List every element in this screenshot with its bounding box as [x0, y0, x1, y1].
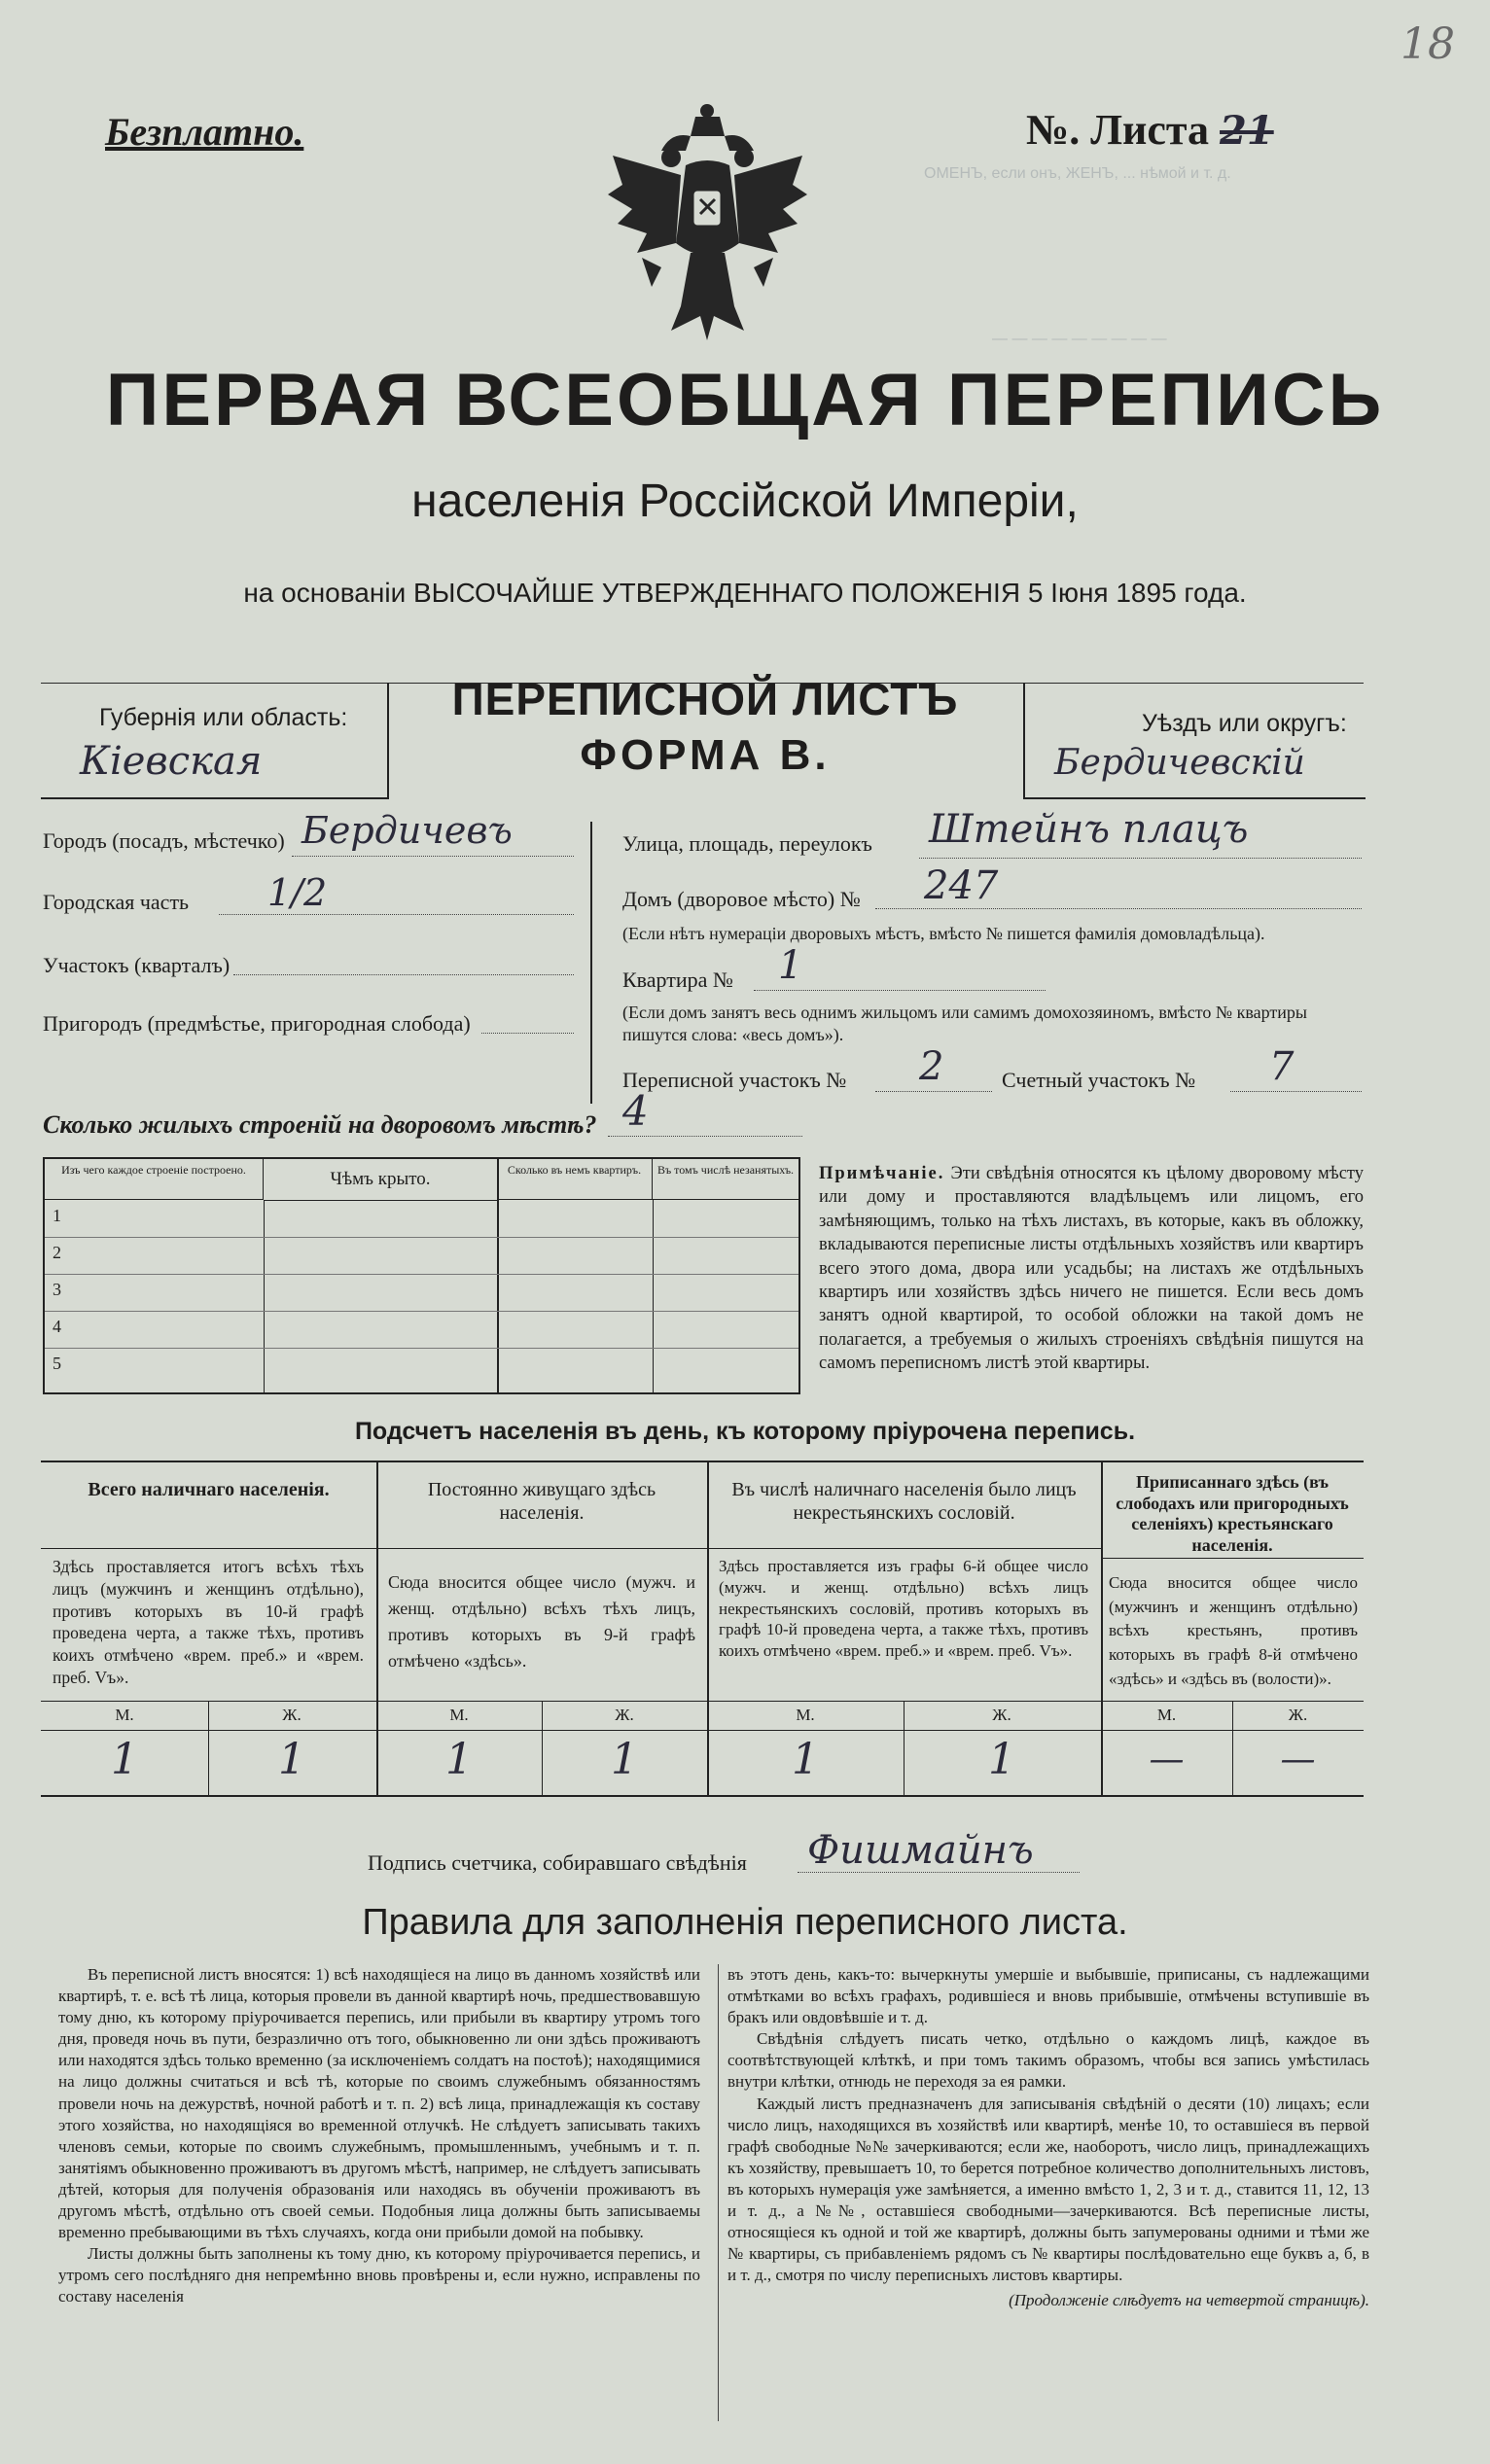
population-col-description: Здѣсь проставляется итогъ всѣхъ тѣхъ лицъ (мужчинъ и женщинъ отдѣльно), противъ которыхъ въ 10-й графѣ проведена черта, а также тѣхъ, противъ коихъ отмѣчено «врем. преб.» и «врем. преб. Vъ».: [53, 1557, 364, 1687]
uezd-value: Бердичевскій: [1054, 743, 1305, 783]
female-count: —: [1280, 1740, 1316, 1779]
house-label: Домъ (дворовое мѣсто) №: [622, 887, 861, 911]
male-label: М.: [796, 1706, 815, 1724]
female-label: Ж.: [992, 1706, 1011, 1724]
rules-left-column: [58, 1964, 700, 2308]
buildings-col-apartments: Сколько въ немъ квартиръ.: [497, 1159, 653, 1200]
population-col-permanent: [376, 1462, 709, 1795]
female-count: 1: [988, 1735, 1015, 1784]
buildings-row-number: 5: [53, 1354, 61, 1373]
population-table: [41, 1461, 1364, 1797]
dotted-line: [481, 1033, 574, 1034]
population-col-non-peasant: [707, 1462, 1103, 1795]
male-label: М.: [115, 1706, 134, 1724]
buildings-col-material: Изъ чего каждое строеніе построено.: [45, 1159, 264, 1200]
suburb-label: Пригородъ (предмѣстье, пригородная слобода): [43, 1011, 471, 1036]
rules-title: Правила для заполненія переписного листа.: [362, 1902, 1128, 1943]
female-count: 1: [611, 1735, 638, 1784]
female-count: 1: [278, 1735, 305, 1784]
double-headed-eagle-emblem: [603, 97, 812, 345]
subtitle: населенія Россійской Имперіи,: [411, 475, 1079, 527]
buildings-answer: 4: [622, 1087, 649, 1135]
form-title: ФОРМА В.: [580, 731, 831, 779]
main-title: ПЕРВАЯ ВСЕОБЩАЯ ПЕРЕПИСЬ: [105, 359, 1385, 441]
dotted-line: [292, 856, 574, 857]
buildings-row-number: 2: [53, 1243, 61, 1262]
population-col-heading: Постоянно живущаго здѣсь населенія.: [427, 1479, 656, 1524]
population-col-total: [41, 1462, 378, 1795]
gubernia-box: [41, 683, 389, 799]
city-part-value: 1/2: [267, 871, 328, 914]
male-label: М.: [1156, 1706, 1177, 1724]
city-value: Бердичевъ: [302, 809, 513, 852]
margin-pencil-note: 18: [1401, 19, 1455, 69]
dotted-line: [875, 908, 1362, 909]
population-title: Подсчетъ населенія въ день, къ которому пріурочена перепись.: [354, 1418, 1136, 1445]
dotted-line: [219, 914, 574, 915]
population-col-description: Сюда вносится общее число (мужчинъ и женщинъ отдѣльно) всѣхъ крестьянъ, противъ которыхъ въ графѣ 8-й отмѣчено «здѣсь» и «здѣсь въ (волости)».: [1109, 1573, 1358, 1688]
counting-district-label: Счетный участокъ №: [1002, 1068, 1196, 1092]
uezd-box: [1023, 683, 1366, 799]
male-count: —: [1149, 1740, 1185, 1779]
apartment-note: (Если домъ занятъ весь однимъ жильцомъ или самимъ домохозяиномъ, вмѣсто № квартиры пишутся слова: «весь домъ»).: [622, 1003, 1307, 1045]
dotted-line: [798, 1872, 1080, 1873]
census-district-label: Переписной участокъ №: [622, 1068, 847, 1092]
population-col-peasant: [1101, 1462, 1364, 1795]
counting-district-value: 7: [1269, 1044, 1295, 1089]
male-count: 1: [445, 1735, 473, 1784]
house-value: 247: [924, 863, 999, 908]
population-col-description: Здѣсь проставляется изъ графы 6-й общее число (мужч. и женщ. отдѣльно) всѣхъ лицъ некрестьянскихъ сословій, противъ которыхъ въ графѣ 10-й проведена черта, а также тѣхъ, противъ коихъ отмѣчено «врем. преб.» и «врем. преб. Vъ».: [719, 1557, 1088, 1660]
district-label: Участокъ (кварталъ): [43, 953, 231, 977]
basis-line: на основаніи ВЫСОЧАЙШЕ УТВЕРЖДЕННАГО ПОЛОЖЕНІЯ 5 Іюня 1895 года.: [243, 578, 1247, 608]
buildings-question: Сколько жилыхъ строеній на дворовомъ мѣстѣ?: [43, 1110, 597, 1139]
rules-paragraph: Въ переписной листъ вносятся: 1) всѣ находящіеся на лицо въ данномъ хозяйствѣ или квартирѣ, т. е. всѣ тѣ лица, которыя провели въ данной квартирѣ ночь, предшествовавшую тому дню, къ которому пріурочивается перепись, или прибыли въ квартиру утромъ того дня, проведя ночь въ пути, безразлично отъ того, обыкновенно ли они здѣсь проживаютъ или находятся здѣсь только временно (за исключеніемъ солдатъ на постоѣ); находящимися на лицо должны считаться и всѣ тѣ, которые по своимъ служебнымъ обязанностямъ провели ночь на дежурствѣ, ночной работѣ и т. п. 2) всѣ лица, принадлежащія къ составу этого хозяйства, но находящіяся во временной отлучкѣ. Не слѣдуетъ записывать такихъ членовъ семьи, которые по своимъ служебнымъ, промышленнымъ, учебнымъ и т. п. занятіямъ обыкновенно проживаютъ въ другомъ мѣстѣ, например, не слѣдуетъ записывать дѣтей, которыя для полученія образованія или находясь въ обученіи проживаютъ въ другомъ мѣстѣ, отдѣльно отъ своей семьи. Подобныя лица должны быть записываемы временно пребывающими въ тѣхъ случаяхъ, когда они прибыли домой на побывку.: [58, 1965, 700, 2242]
rules-paragraph: въ этотъ день, какъ-то: вычеркнуты умершіе и выбывшіе, приписаны, съ надлежащими отмѣтками во всѣхъ графахъ, родившіеся и вновь прибывшіе, отмѣчены вступившіе въ бракъ или овдовѣвшіе и т. д.: [727, 1965, 1369, 2027]
sheet-number-value: 21: [1220, 108, 1274, 154]
census-district-value: 2: [919, 1044, 944, 1089]
note-text: Эти свѣдѣнія относятся къ цѣлому дворовому мѣсту или дому и проставляются владѣльцемъ или лицомъ, его замѣняющимъ, только на тѣхъ листахъ, въ которые, какъ въ обложку, вкладываются переписные листы отдѣльныхъ хозяйствъ или квартиръ всего этого дома, двора или усадьбы; на листахъ же отдѣльныхъ квартиръ или хозяйствъ здѣсь ничего не пишется. Если весь домъ занятъ одной квартирой, то особой обложки на такой домъ не полагается, а требуемыя о жилыхъ строеніяхъ свѣдѣнія пишутся на самомъ переписномъ листѣ этой квартиры.: [819, 1164, 1364, 1374]
city-label: Городъ (посадъ, мѣстечко): [43, 828, 285, 853]
buildings-row-number: 3: [53, 1280, 61, 1299]
uezd-label: Уѣздъ или округъ:: [1142, 710, 1347, 737]
female-label: Ж.: [282, 1706, 302, 1724]
rules-right-column: [727, 1964, 1369, 2312]
divider: [590, 822, 592, 1104]
population-col-heading: Всего наличнаго населенія.: [88, 1479, 330, 1500]
rules-paragraph: Каждый листъ предназначенъ для записыванія свѣдѣній о десяти (10) лицахъ; если число лицъ, находящихся въ хозяйствѣ или квартирѣ, менѣе 10, то оставшіеся въ первой графѣ свободные №№ зачеркиваются; если же, наоборотъ, число лицъ, принадлежащихъ къ хозяйству, превышаетъ 10, то берется потребное количество дополнительныхъ листовъ, въ которыхъ нумерація уже замѣняется, а именно вмѣсто 1, 2, 3 и т. д., ставится 11, 12, 13 и т. д., а №№, оставшіеся свободными—зачеркиваются. Всѣ переписные листы, относящіеся къ одной и той же квартирѣ, должны быть запумерованы одними и тѣми же № квартиры, съ прибавленіемъ рядомъ съ № квартиры послѣдовательно еще буквъ а, б, в и т. д., смотря по числу переписныхъ листовъ квартиры.: [727, 2094, 1369, 2285]
sheet-number: [1026, 105, 1274, 155]
rules-paragraph: Листы должны быть заполнены къ тому дню, къ которому пріурочивается перепись, и утромъ сего послѣдняго дня непремѣнно вновь провѣрены и, если нужно, исправлены по составу населенія: [58, 2244, 700, 2306]
population-col-heading: Въ числѣ наличнаго населенія было лицъ некрестьянскихъ сословій.: [731, 1479, 1077, 1524]
rules-continued-note: (Продолженіе слѣдуетъ на четвертой страницѣ).: [1009, 2291, 1369, 2310]
male-count: 1: [792, 1735, 819, 1784]
buildings-table: [43, 1157, 800, 1394]
female-label: Ж.: [615, 1706, 634, 1724]
house-note: (Если нѣтъ нумераціи дворовыхъ мѣстъ, вмѣсто № пишется фамилія домовладѣльца).: [622, 924, 1265, 943]
female-label: Ж.: [1288, 1706, 1308, 1724]
buildings-note: [819, 1162, 1364, 1376]
male-count: 1: [111, 1735, 138, 1784]
buildings-row-number: 1: [53, 1206, 61, 1225]
apartment-value: 1: [778, 943, 803, 988]
dotted-line: [875, 1091, 992, 1092]
column-divider: [718, 1964, 719, 2421]
population-col-heading: Приписаннаго здѣсь (въ слободахъ или пригородныхъ селеніяхъ) крестьянскаго населенія.: [1116, 1472, 1349, 1555]
dotted-line: [1230, 1091, 1362, 1092]
dotted-line: [233, 974, 574, 975]
gubernia-value: Кіевская: [80, 739, 263, 784]
sheet-title: ПЕРЕПИСНОЙ ЛИСТЪ: [451, 674, 959, 724]
free-label: Безплатно.: [105, 110, 304, 154]
street-value: Штейнъ плацъ: [929, 807, 1249, 852]
gubernia-label: Губернія или область:: [99, 704, 348, 731]
rules-paragraph: Свѣдѣнія слѣдуетъ писать четко, отдѣльно о каждомъ лицѣ, каждое въ соотвѣтствующей клѣткѣ, и при томъ такимъ образомъ, чтобы вся запись умѣстилась внутри клѣтки, отнюдь не переходя за ея рамки.: [727, 2029, 1369, 2092]
dotted-line: [608, 1136, 802, 1137]
signature-label: Подпись счетчика, собиравшаго свѣдѣнія: [368, 1850, 747, 1875]
street-label: Улица, площадь, переулокъ: [622, 831, 872, 856]
sheet-number-label: №. Листа: [1026, 106, 1210, 154]
buildings-col-vacant: Въ томъ числѣ незанятыхъ.: [653, 1159, 798, 1200]
enumerator-signature: Фишмайнъ: [807, 1828, 1034, 1873]
bleed-through-text: — — — — — — — — —: [992, 331, 1167, 347]
buildings-row-number: 4: [53, 1317, 61, 1336]
note-title: Примѣчаніе.: [819, 1164, 945, 1183]
dotted-line: [919, 858, 1362, 859]
apartment-label: Квартира №: [622, 968, 733, 992]
bleed-through-text: ОМЕНЪ, если онъ, ЖЕНЪ, ... нѣмой и т. д.: [924, 165, 1231, 182]
male-label: М.: [449, 1706, 469, 1724]
city-part-label: Городская часть: [43, 890, 190, 914]
population-col-description: Сюда вносится общее число (мужч. и женщ. отдѣльно) всѣхъ тѣхъ лицъ, противъ которыхъ въ 9-й графѣ отмѣчено «здѣсь».: [388, 1572, 695, 1671]
dotted-line: [754, 990, 1046, 991]
buildings-col-roof: Чѣмъ крыто.: [264, 1159, 499, 1201]
